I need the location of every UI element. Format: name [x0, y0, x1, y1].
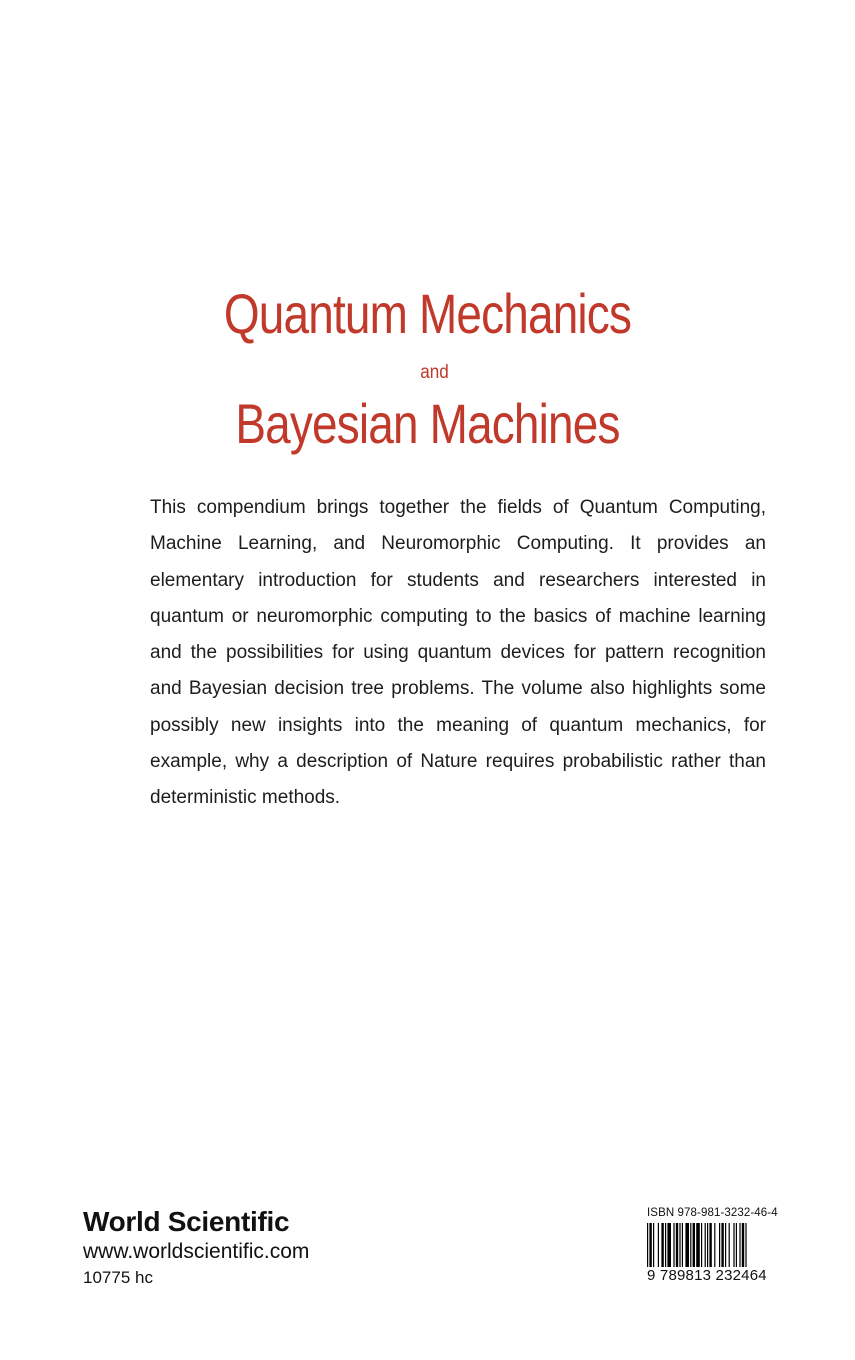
- title-and: and: [420, 362, 449, 383]
- publisher-name: World Scientific: [83, 1206, 290, 1237]
- isbn-barcode: [647, 1208, 793, 1283]
- publisher-url: www.worldscientific.com: [83, 1240, 310, 1264]
- title-line-1: Quantum Mechanics: [223, 282, 632, 345]
- barcode-bars-icon: [647, 1223, 793, 1267]
- isbn-label: ISBN 978-981-3232-46-4: [647, 1207, 778, 1219]
- book-description: This compendium brings together the fields of Quantum Computing, Machine Learning, and Neuromorphic Computing. It provides an elementary introduction for students and researchers interested in quantum or neuromorphic computing to the basics of machine learning and the possibilities for using quantum devices for pattern recognition and Bayesian decision tree problems. The volume also highlights some possibly new insights into the meaning of quantum mechanics, for example, why a description of Nature requires probabilistic rather than deterministic methods.: [150, 497, 766, 809]
- barcode-digits: 9 789813 232464: [647, 1266, 767, 1284]
- title-line-2: Bayesian Machines: [235, 392, 620, 455]
- publisher-code: 10775 hc: [83, 1267, 153, 1287]
- publisher-block: [83, 1206, 309, 1288]
